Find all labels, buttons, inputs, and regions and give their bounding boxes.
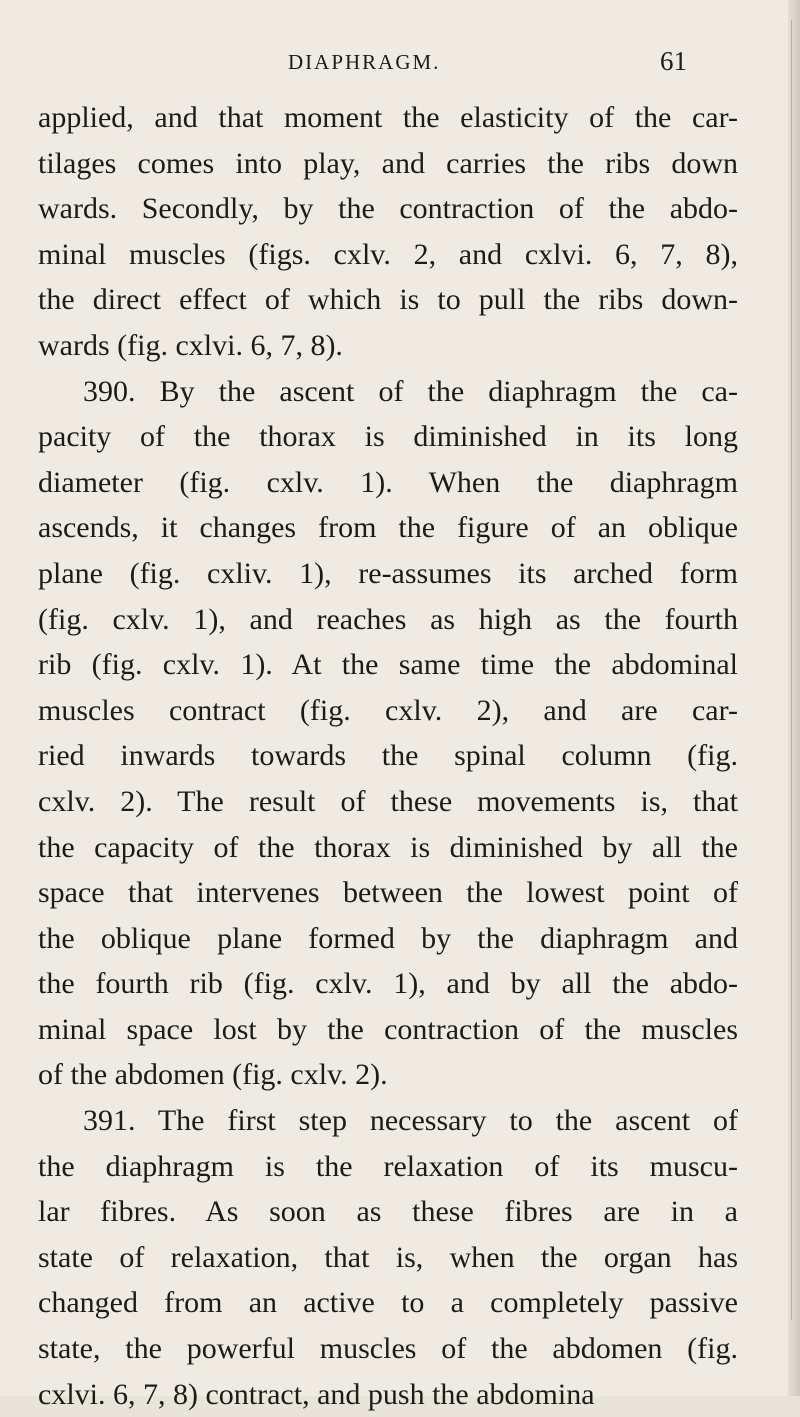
text-line: the capacity of the thorax is diminished by all the (38, 830, 738, 864)
running-head: DIAPHRAGM. (288, 50, 441, 74)
text-line: diameter (fig. cxlv. 1). When the diaphragm (38, 465, 738, 499)
text-line: wards. Secondly, by the contraction of the abdo- (38, 192, 738, 226)
text-line: (fig. cxlv. 1), and reaches as high as the fourth (38, 602, 738, 636)
text-line: muscles contract (fig. cxlv. 2), and are car- (38, 693, 738, 727)
text-line: cxlv. 2). The result of these movements is, that (38, 784, 738, 818)
text-line: the diaphragm is the relaxation of its muscu- (38, 1149, 738, 1183)
text-line: space that intervenes between the lowest point of (38, 876, 738, 910)
text-line: cxlvi. 6, 7, 8) contract, and push the abdomina (38, 1377, 595, 1411)
text-line: minal muscles (figs. cxlv. 2, and cxlvi. 6, 7, 8), (38, 237, 738, 271)
text-line: minal space lost by the contraction of the muscles (38, 1012, 738, 1046)
text-line: rib (fig. cxlv. 1). At the same time the abdominal (38, 648, 738, 682)
paragraph-391-start: 391. The first step necessary to the ascent of (83, 1104, 738, 1138)
page-header (0, 40, 800, 80)
text-line: of the abdomen (fig. cxlv. 2). (38, 1058, 388, 1092)
text-line: plane (fig. cxliv. 1), re-assumes its arched form (38, 556, 738, 590)
text-line: pacity of the thorax is diminished in its long (38, 420, 738, 454)
text-line: changed from an active to a completely passive (38, 1286, 738, 1320)
text-line: tilages comes into play, and carries the ribs down (38, 146, 738, 180)
page-number: 61 (660, 46, 687, 76)
text-line: applied, and that moment the elasticity of the car- (38, 101, 738, 134)
page-edge (788, 0, 800, 1396)
text-line: lar fibres. As soon as these fibres are in a (38, 1195, 738, 1229)
text-line: the oblique plane formed by the diaphragm and (38, 921, 738, 955)
text-line: the fourth rib (fig. cxlv. 1), and by all the abdo- (38, 967, 738, 1001)
paragraph-390-start: 390. By the ascent of the diaphragm the ca- (83, 374, 738, 408)
text-line: ascends, it changes from the figure of an oblique (38, 511, 738, 545)
text-line: state, the powerful muscles of the abdomen (fig. (38, 1332, 738, 1366)
text-line: state of relaxation, that is, when the organ has (38, 1240, 738, 1274)
text-line: wards (fig. cxlvi. 6, 7, 8). (38, 328, 343, 362)
text-line: ried inwards towards the spinal column (fig. (38, 739, 738, 773)
body-text (38, 95, 738, 1417)
text-line: the direct effect of which is to pull the ribs down- (38, 283, 738, 317)
